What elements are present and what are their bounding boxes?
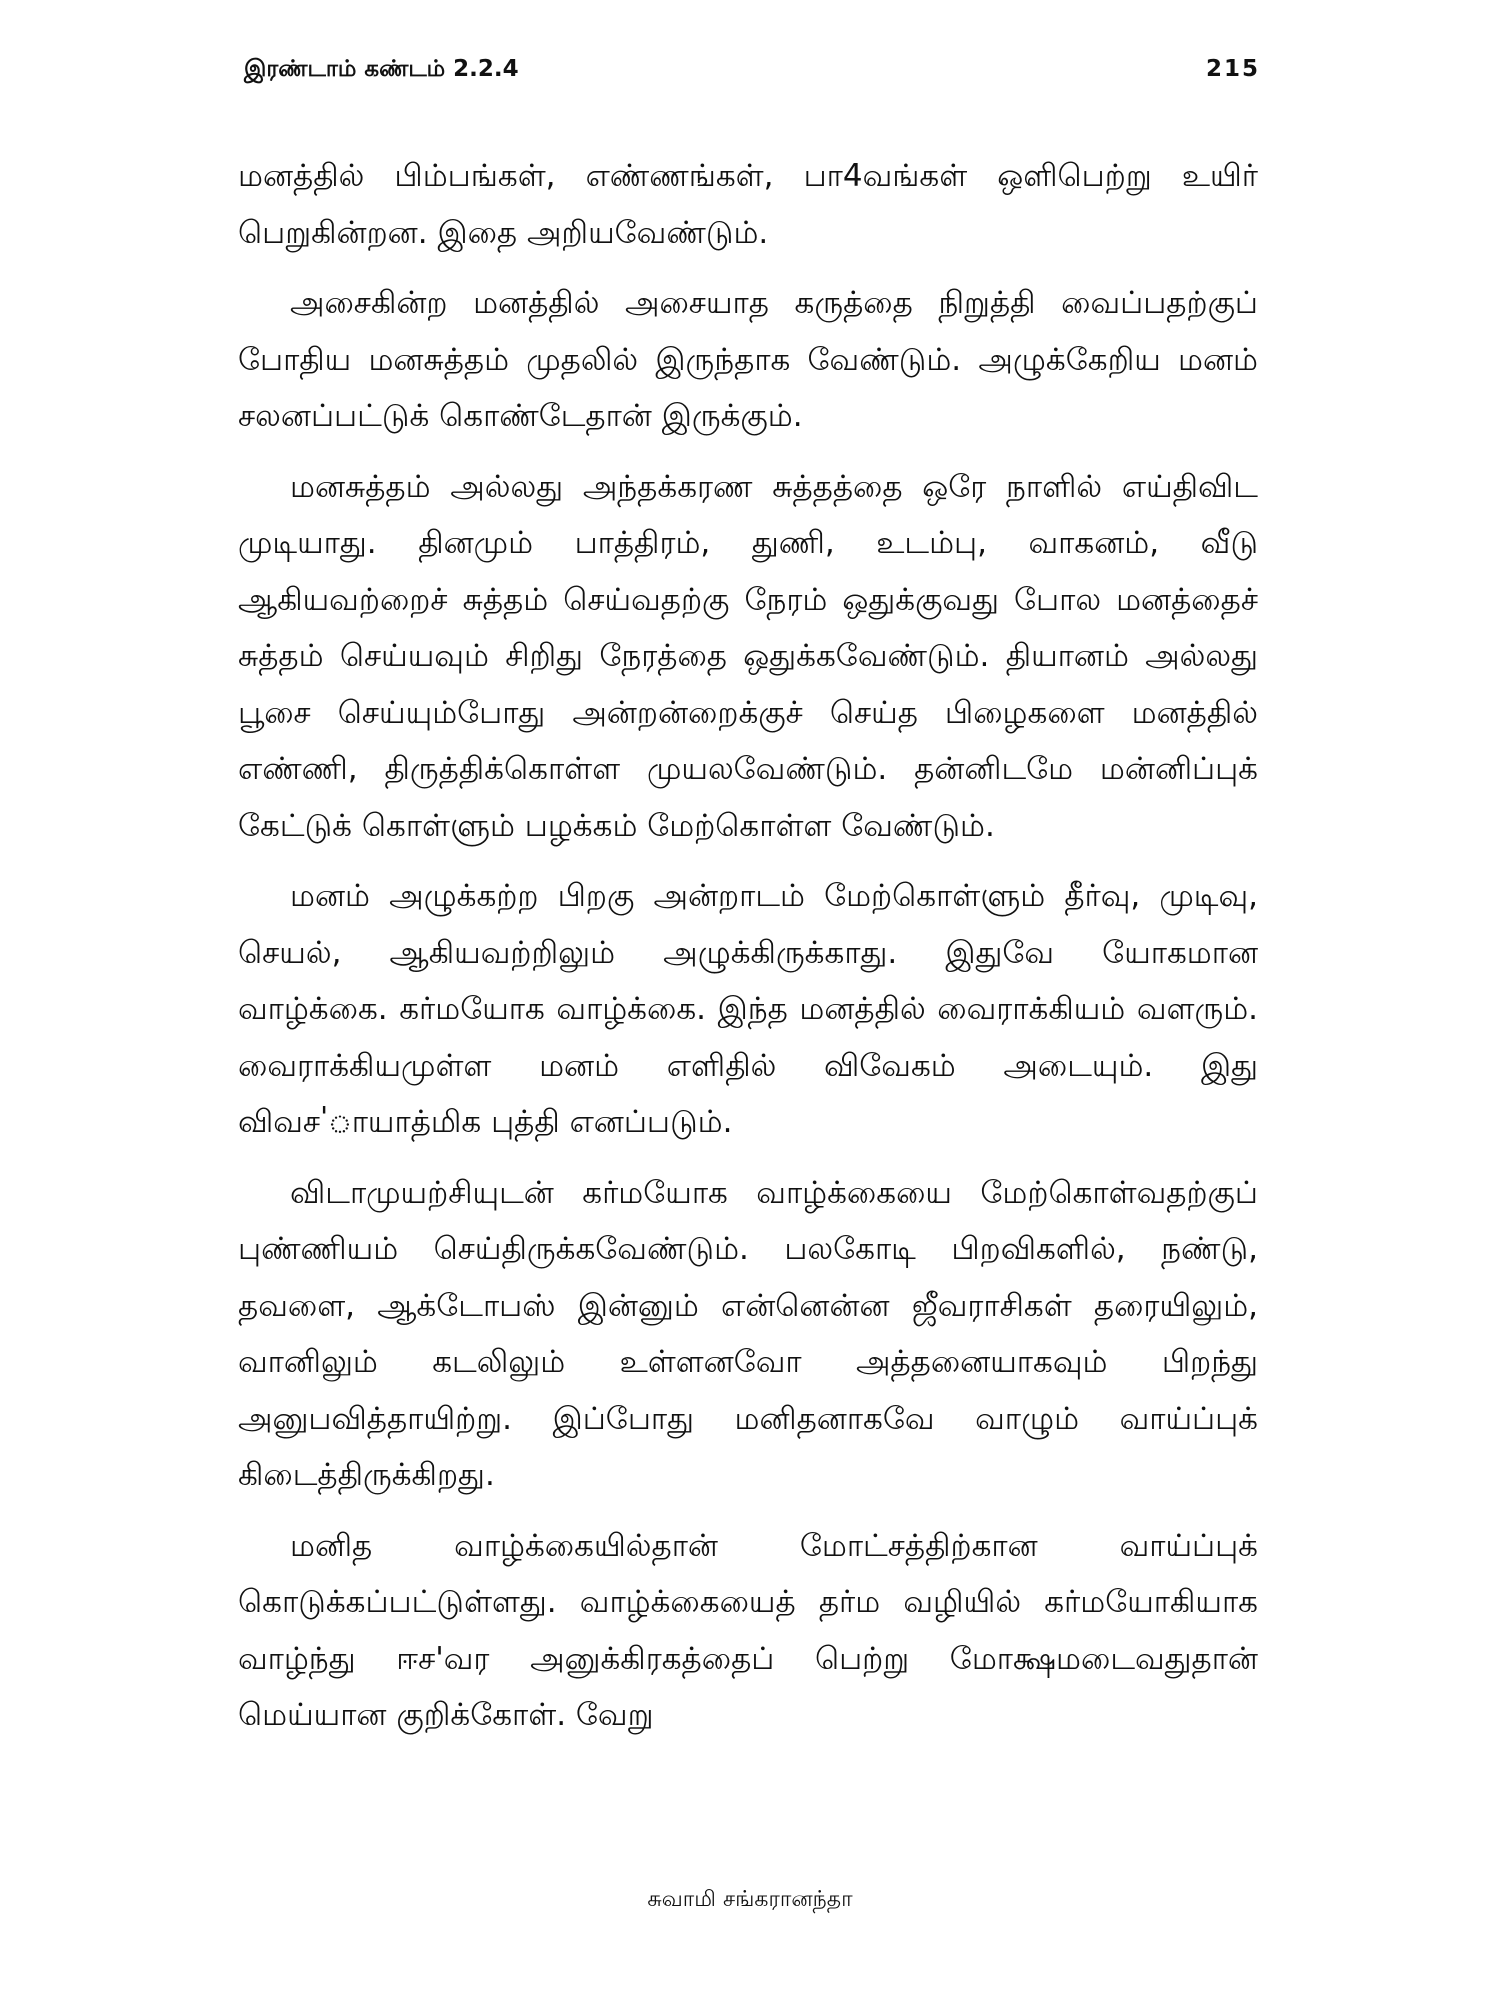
paragraph: மனத்தில் பிம்பங்கள், எண்ணங்கள், பா4வங்கள் ஒளிபெற்று உயிர் பெறுகின்றன. இதை அறியவேண்டும். (238, 158, 1258, 251)
running-footer (0, 1887, 1500, 1915)
author-name: சுவாமி சங்கரானந்தா (647, 1887, 853, 1912)
body-text (238, 148, 1258, 1758)
paragraph: மனசுத்தம் அல்லது அந்தக்கரண சுத்தத்தை ஒரே நாளில் எய்திவிட முடியாது. தினமும் பாத்திரம், துணி, உடம்பு, வாகனம், வீடு ஆகியவற்றைச் சுத்தம் செய்வதற்கு நேரம் ஒதுக்குவது போல மனத்தைச் சுத்தம் செய்யவும் சிறிது நேரத்தை ஒதுக்கவேண்டும். தியானம் அல்லது பூசை செய்யும்போது அன்றன்றைக்குச் செய்த பிழைகளை மனத்தில் எண்ணி, திருத்திக்கொள்ள முயலவேண்டும். தன்னிடமே மன்னிப்புக் கேட்டுக் கொள்ளும் பழக்கம் மேற்கொள்ள வேண்டும். (238, 468, 1258, 844)
page-number: 215 (1205, 56, 1260, 82)
paragraph: அசைகின்ற மனத்தில் அசையாத கருத்தை நிறுத்தி வைப்பதற்குப் போதிய மனசுத்தம் முதலில் இருந்தாக வேண்டும். அழுக்கேறிய மனம் சலனப்பட்டுக் கொண்டேதான் இருக்கும். (238, 285, 1258, 434)
paragraph: மனம் அழுக்கற்ற பிறகு அன்றாடம் மேற்கொள்ளும் தீர்வு, முடிவு, செயல், ஆகியவற்றிலும் அழுக்கிருக்காது. இதுவே யோகமான வாழ்க்கை. கர்மயோக வாழ்க்கை. இந்த மனத்தில் வைராக்கியம் வளரும். வைராக்கியமுள்ள மனம் எளிதில் விவேகம் அடையும். இது விவச'ாயாத்மிக புத்தி எனப்படும். (238, 878, 1258, 1140)
running-header (244, 56, 1260, 96)
paragraph: மனித வாழ்க்கையில்தான் மோட்சத்திற்கான வாய்ப்புக் கொடுக்கப்பட்டுள்ளது. வாழ்க்கையைத் தர்ம வழியில் கர்மயோகியாக வாழ்ந்து ஈச'வர அனுக்கிரகத்தைப் பெற்று மோக்ஷமடைவதுதான் மெய்யான குறிக்கோள். வேறு (238, 1527, 1258, 1733)
paragraph: விடாமுயற்சியுடன் கர்மயோக வாழ்க்கையை மேற்கொள்வதற்குப் புண்ணியம் செய்திருக்கவேண்டும். பலகோடி பிறவிகளில், நண்டு, தவளை, ஆக்டோபஸ் இன்னும் என்னென்ன ஜீவராசிகள் தரையிலும், வானிலும் கடலிலும் உள்ளனவோ அத்தனையாகவும் பிறந்து அனுபவித்தாயிற்று. இப்போது மனிதனாகவே வாழும் வாய்ப்புக் கிடைத்திருக்கிறது. (238, 1174, 1258, 1493)
chapter-title: இரண்டாம் கண்டம் 2.2.4 (244, 56, 519, 82)
